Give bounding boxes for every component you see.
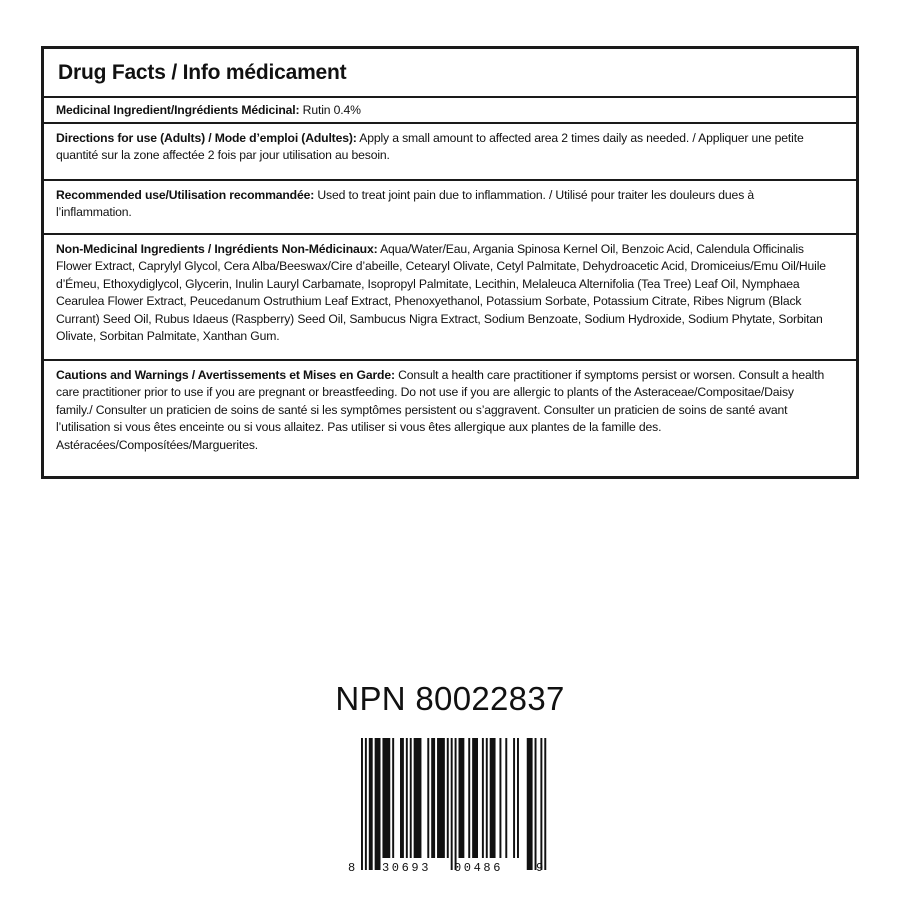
barcode-bar-19: [482, 738, 484, 858]
barcode-bar-6: [400, 738, 404, 858]
barcode-right-digits: 00486: [454, 861, 504, 875]
barcode-bar-4: [382, 738, 390, 858]
barcode-bar-2: [369, 738, 373, 870]
non-medicinal-ingredients-text: Aqua/Water/Eau, Argania Spinosa Kernel Oil, Benzoic Acid, Calendula Officinalis Flower Extract, Caprylyl Glycol, Cera Alba/Beeswax/Cire d’abeille, Cetearyl Olivate, Cetyl Palmitate, Dehydroacetic Acid, Dromiceius/Emu Oil/Huile d’Émeu, Ethoxydiglycol, Glycerin, Inulin Lauryl Carbamate, Isopropyl Palmitate, Lecithin, Melaleuca Alternifolia (Tea Tree) Leaf Oil, Nymphaea Cearulea Flower Extract, Peucedanum Ostruthium Leaf Extract, Phenoxyethanol, Potassium Sorbate, Potassium Citrate, Ribes Nigrum (Black Currant) Seed Oil, Rubus Idaeus (Raspberry) Seed Oil, Sambucus Nigra Extract, Sodium Benzoate, Sodium Hydroxide, Sodium Phytate, Sorbitan Olivate, Sorbitan Palmitate, Xanthan Gum.: [56, 242, 826, 344]
recommended-use-text: Used to treat joint pain due to inflammation. / Utilisé pour traiter les douleurs dues à l’inflammation.: [56, 188, 754, 220]
medicinal-ingredient-section: [44, 98, 856, 124]
upc-barcode: [344, 738, 556, 880]
barcode-bar-3: [375, 738, 381, 870]
cautions-warnings-section: [44, 361, 856, 476]
barcode-bar-21: [490, 738, 496, 858]
barcode-bar-10: [427, 738, 429, 858]
non-medicinal-ingredients-section: [44, 235, 856, 361]
barcode-bar-25: [517, 738, 519, 858]
barcode-bar-29: [544, 738, 546, 870]
barcode-bar-11: [431, 738, 435, 858]
barcode-bar-27: [535, 738, 537, 870]
barcode-bar-12: [437, 738, 445, 858]
barcode-bars: [344, 738, 556, 880]
barcode-bar-8: [410, 738, 412, 858]
directions-section: [44, 124, 856, 181]
barcode-bar-23: [505, 738, 507, 858]
barcode-bar-14: [451, 738, 453, 870]
recommended-use-heading: Recommended use/Utilisation recommandée:: [56, 188, 315, 202]
cautions-warnings-heading: Cautions and Warnings / Avertissements et Mises en Garde:: [56, 368, 395, 382]
barcode-bar-22: [499, 738, 501, 858]
barcode-bar-1: [365, 738, 367, 870]
barcode-bar-13: [447, 738, 449, 858]
drug-facts-title: Drug Facts / Info médicament: [44, 49, 856, 98]
barcode-bar-9: [414, 738, 422, 858]
barcode-first-digit: 8: [348, 861, 356, 875]
barcode-bar-28: [540, 738, 542, 870]
barcode-bar-24: [513, 738, 515, 858]
barcode-bar-20: [486, 738, 488, 858]
directions-text: Apply a small amount to affected area 2 times daily as needed. / Appliquer une petite quantité sur la zone affectée 2 fois par jour utilisation au besoin.: [56, 131, 804, 163]
npn-number: NPN 80022837: [335, 680, 565, 717]
barcode-bar-26: [527, 738, 533, 870]
medicinal-ingredient-text: Rutin 0.4%: [299, 103, 361, 117]
recommended-use-section: [44, 181, 856, 235]
barcode-bar-0: [361, 738, 363, 870]
drug-facts-panel: [41, 46, 859, 479]
barcode-bar-16: [459, 738, 465, 858]
barcode-bar-7: [406, 738, 408, 858]
directions-heading: Directions for use (Adults) / Mode d’emploi (Adultes):: [56, 131, 357, 145]
non-medicinal-ingredients-heading: Non-Medicinal Ingredients / Ingrédients Non-Médicinaux:: [56, 242, 378, 256]
barcode-left-digits: 30693: [382, 861, 432, 875]
barcode-bar-5: [392, 738, 394, 858]
barcode-last-digit: 9: [536, 861, 544, 875]
medicinal-ingredient-heading: Medicinal Ingredient/Ingrédients Médicinal:: [56, 103, 300, 117]
cautions-warnings-text: Consult a health care practitioner if symptoms persist or worsen. Consult a health care practitioner prior to use if you are pregnant or breastfeeding. Do not use if you are allergic to plants of the Asteraceae/Compositae/Daisy family./ Consulter un praticien de soins de santé si les symptômes persistent ou s’aggravent. Consulter un praticien de soins de santé avant l’utilisation si vous êtes enceinte ou si vous allaitez. Pas utiliser si vous êtes allergique aux plantes de la famille des. Astéracées/Composítées/Marguerites.: [56, 368, 825, 452]
barcode-bar-15: [455, 738, 457, 870]
barcode-bar-18: [472, 738, 478, 858]
barcode-bar-17: [468, 738, 470, 858]
